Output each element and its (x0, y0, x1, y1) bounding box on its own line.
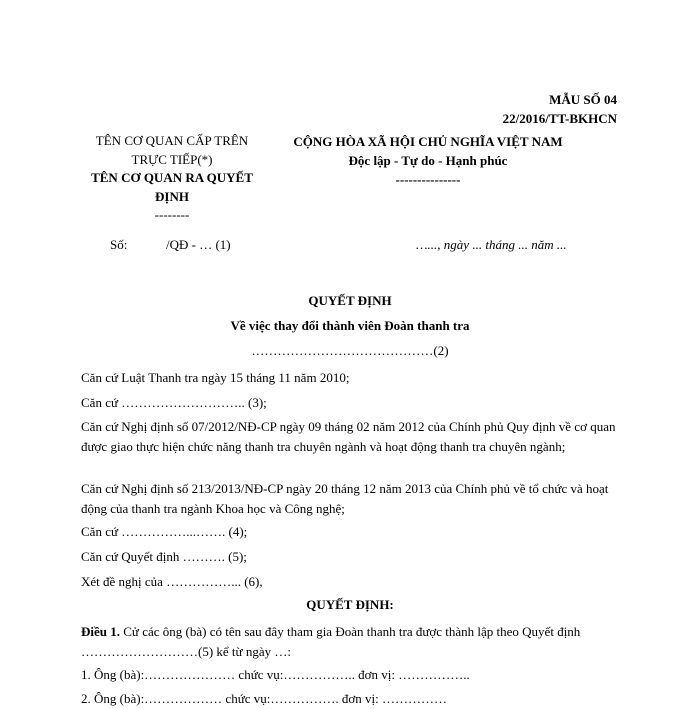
form-code (503, 90, 617, 128)
form-code-circular: 22/2016/TT-BKHCN (502, 111, 617, 126)
national-motto: Độc lập - Tự do - Hạnh phúc (348, 153, 508, 168)
decision-authority: ……………………………………(2) (251, 343, 449, 358)
ground-item: Căn cứ ……………...……. (4); (81, 524, 248, 539)
place-date: …..., ngày ... tháng ... năm ... (416, 237, 567, 252)
number-label: Số: (110, 237, 128, 252)
left-header-divider: -------- (154, 207, 190, 222)
member-line: 1. Ông (bà):………………… chức vụ:…………….. đơn vị: …………….. (81, 667, 470, 682)
right-header-divider: --------------- (395, 172, 461, 187)
ground-item: Căn cứ Luật Thanh tra ngày 15 tháng 11 năm 2010; (81, 370, 350, 385)
ground-item: Căn cứ Nghị định số 07/2012/NĐ-CP ngày 09 tháng 02 năm 2012 của Chính phủ Quy định về cơ quan được giao thực hiện chức năng thanh tra chuyên ngành và hoạt động thanh tra chuyên ngành; (81, 419, 616, 454)
decision-subject: Về việc thay đổi thành viên Đoàn thanh tra (230, 318, 470, 333)
country-name: CỘNG HÒA XÃ HỘI CHỦ NGHĨA VIỆT NAM (293, 134, 563, 149)
issuing-agency-name: TÊN CƠ QUAN RA QUYẾT ĐỊNH (91, 170, 253, 204)
form-code-number: MẪU SỐ 04 (549, 92, 617, 107)
ground-item: Căn cứ ……………………….. (3); (81, 395, 267, 410)
upper-agency-name: TÊN CƠ QUAN CẤP TRÊN TRỰC TIẾP(*) (95, 133, 249, 167)
decides-heading: QUYẾT ĐỊNH: (306, 597, 394, 612)
article-1-label: Điều 1. (81, 624, 120, 639)
article-1-text: Cử các ông (bà) có tên sau đây tham gia Đoàn thanh tra được thành lập theo Quyết định ………………………(5) kể từ ngày …: (81, 624, 581, 659)
left-header (77, 132, 267, 225)
right-header (278, 132, 578, 189)
decision-number: /QĐ - … (1) (166, 237, 231, 252)
ground-item: Căn cứ Nghị định số 213/2013/NĐ-CP ngày 20 tháng 12 năm 2013 của Chính phủ về tổ chức và hoạt động của thanh tra ngành Khoa học và Công nghệ; (81, 481, 609, 516)
ground-item: Căn cứ Quyết định ………. (5); (81, 549, 247, 564)
ground-item: Xét đề nghị của ……………... (6), (81, 574, 263, 589)
member-line: 2. Ông (bà):……………… chức vụ:……………. đơn vị: …………… (81, 691, 447, 706)
article-1 (81, 622, 623, 662)
decision-title: QUYẾT ĐỊNH (308, 293, 392, 308)
